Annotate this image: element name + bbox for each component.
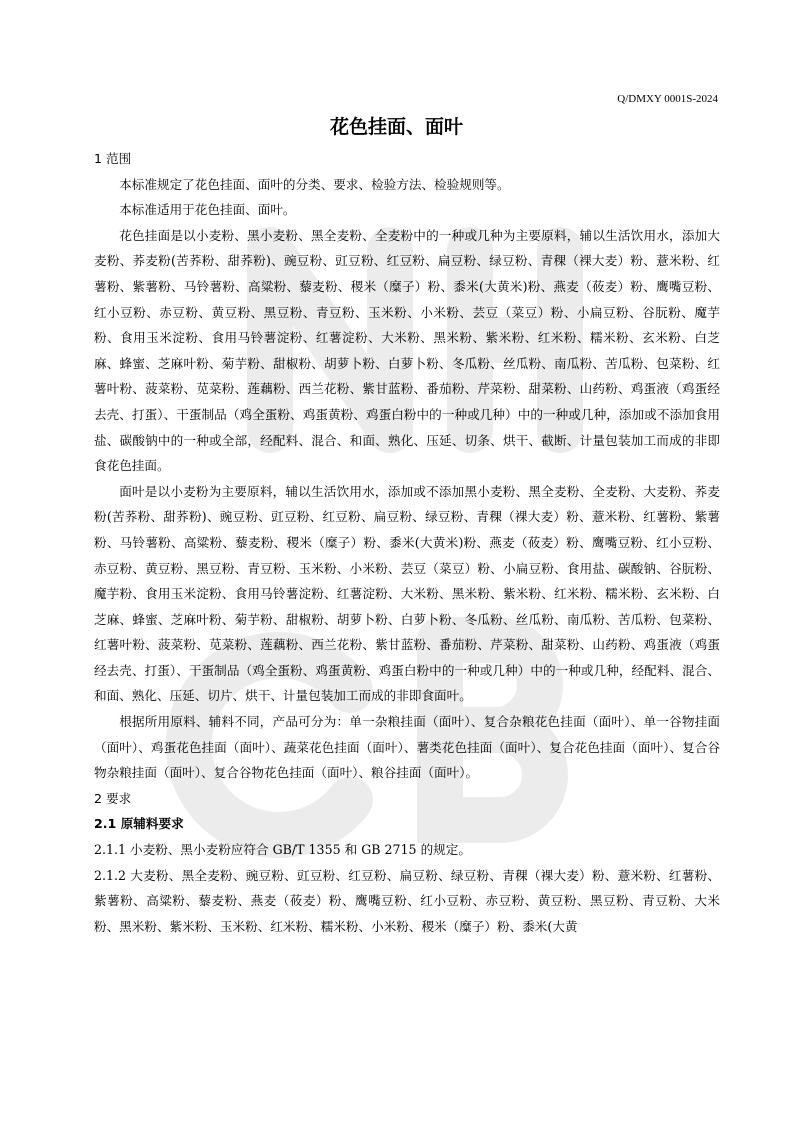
classification-paragraph: 根据所用原料、辅料不同，产品可分为：单一杂粮挂面（面叶）、复合杂粮花色挂面（面叶）、单一谷物挂面（面叶）、鸡蛋花色挂面（面叶）、蔬菜花色挂面（面叶）、薯类花色挂面（面叶）、复合花色挂面（面叶）、复合谷物杂粮挂面（面叶）、复合谷物花色挂面（面叶）、粮谷挂面（面叶）。: [94, 714, 720, 781]
scope-paragraph-2: 本标准适用于花色挂面、面叶。: [119, 202, 296, 218]
document-code: Q/DMXY 0001S-2024: [617, 93, 718, 105]
mianye-definition-paragraph: 面叶是以小麦粉为主要原料，辅以生活饮用水，添加或不添加黑小麦粉、黑全麦粉、全麦粉、大麦粉、荞麦粉(苦荞粉、甜荞粉)、豌豆粉、豇豆粉、红豆粉、扁豆粉、绿豆粉、青稞（裸大麦）粉、薏米粉、红薯粉、紫薯粉、马铃薯粉、高粱粉、藜麦粉、稷米（糜子）粉、黍米(大黄米)粉、燕麦（莜麦）粉、鹰嘴豆粉、红小豆粉、赤豆粉、黄豆粉、黑豆粉、青豆粉、玉米粉、小米粉、芸豆（菜豆）粉、小扁豆粉、食用盐、碳酸钠、谷朊粉、魔芋粉、食用玉米淀粉、食用马铃薯淀粉、红薯淀粉、大米粉、黑米粉、紫米粉、红米粉、糯米粉、玄米粉、白芝麻、蜂蜜、芝麻叶粉、菊芋粉、甜椒粉、胡萝卜粉、白萝卜粉、冬瓜粉、丝瓜粉、南瓜粉、苦瓜粉、包菜粉、红薯叶粉、菠菜粉、苋菜粉、莲藕粉、西兰花粉、紫甘蓝粉、番茄粉、芹菜粉、甜菜粉、山药粉、鸡蛋液（鸡蛋经去壳、打蛋）、干蛋制品（鸡全蛋粉、鸡蛋黄粉、鸡蛋白粉中的一种或几种）中的一种或几种，经配料、混合、和面、熟化、压延、切片、烘干、计量包装加工而成的非即食面叶。: [94, 483, 720, 704]
noodle-definition-paragraph: 花色挂面是以小麦粉、黑小麦粉、黑全麦粉、全麦粉中的一种或几种为主要原料，辅以生活饮用水，添加大麦粉、荞麦粉(苦荞粉、甜荞粉)、豌豆粉、豇豆粉、红豆粉、扁豆粉、绿豆粉、青稞（裸大麦）粉、薏米粉、红薯粉、紫薯粉、马铃薯粉、高粱粉、藜麦粉、稷米（糜子）粉、黍米(大黄米)粉、燕麦（莜麦）粉、鹰嘴豆粉、红小豆粉、赤豆粉、黄豆粉、黑豆粉、青豆粉、玉米粉、小米粉、芸豆（菜豆）粉、小扁豆粉、谷朊粉、魔芋粉、食用玉米淀粉、食用马铃薯淀粉、红薯淀粉、大米粉、黑米粉、紫米粉、红米粉、糯米粉、玄米粉、白芝麻、蜂蜜、芝麻叶粉、菊芋粉、甜椒粉、胡萝卜粉、白萝卜粉、冬瓜粉、丝瓜粉、南瓜粉、苦瓜粉、包菜粉、红薯叶粉、菠菜粉、苋菜粉、莲藕粉、西兰花粉、紫甘蓝粉、番茄粉、芹菜粉、甜菜粉、山药粉、鸡蛋液（鸡蛋经去壳、打蛋）、干蛋制品（鸡全蛋粉、鸡蛋黄粉、鸡蛋白粉中的一种或几种）中的一种或几种，添加或不添加食用盐、碳酸钠中的一种或全部，经配料、混合、和面、熟化、压延、切条、烘干、截断、计量包装加工而成的非即食花色挂面。: [94, 227, 720, 474]
scope-paragraph-1: 本标准规定了花色挂面、面叶的分类、要求、检验方法、检验规则等。: [119, 176, 510, 192]
section-2-1-heading: 2.1 原辅料要求: [94, 816, 184, 832]
section-2-heading: 2 要求: [94, 790, 132, 806]
clause-2-1-1: 2.1.1 小麦粉、黑小麦粉应符合 GB/T 1355 和 GB 2715 的规定。: [94, 842, 471, 858]
document-body: [94, 146, 720, 939]
page-title: 花色挂面、面叶: [329, 116, 463, 138]
clause-2-1-2: 2.1.2 大麦粉、黑全麦粉、豌豆粉、豇豆粉、红豆粉、扁豆粉、绿豆粉、青稞（裸大麦）粉、薏米粉、红薯粉、紫薯粉、高粱粉、藜麦粉、燕麦（莜麦）粉、鹰嘴豆粉、红小豆粉、赤豆粉、黄豆粉、黑豆粉、青豆粉、大米粉、黑米粉、紫米粉、玉米粉、红米粉、糯米粉、小米粉、稷米（糜子）粉、黍米(大黄: [94, 867, 720, 934]
section-1-heading: 1 范围: [94, 151, 132, 166]
